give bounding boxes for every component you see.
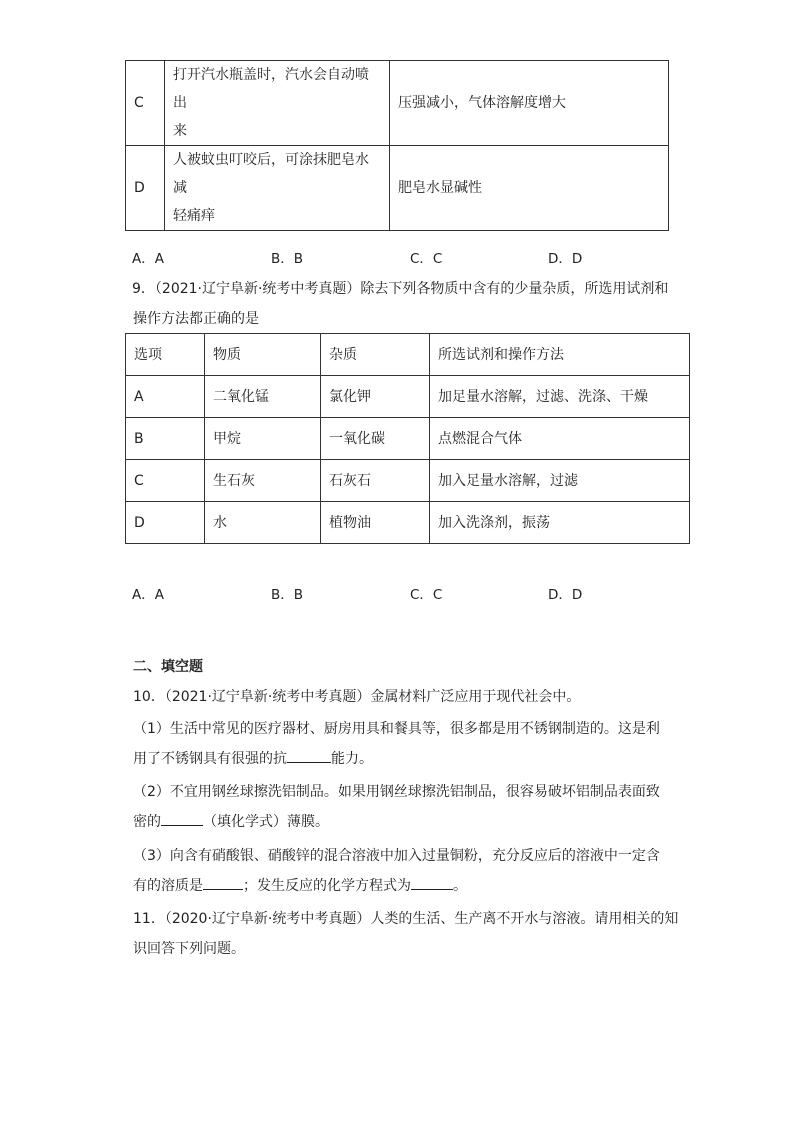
q9-stem-line2: 操作方法都正确的是 — [133, 311, 259, 327]
q11-line2: 识回答下列问题。 — [133, 941, 245, 957]
q8-table — [125, 60, 669, 231]
phenomenon-cell: 人被蚊虫叮咬后，可涂抹肥皂水减 轻痛痒 — [165, 146, 390, 231]
option-b: B．B — [271, 251, 304, 267]
answer-blank[interactable] — [161, 811, 203, 826]
header-cell: 所选试剂和操作方法 — [430, 334, 690, 376]
answer-blank[interactable] — [411, 875, 453, 890]
cell: C — [126, 460, 205, 502]
option-b: B．B — [271, 587, 304, 603]
explanation-cell: 压强减小，气体溶解度增大 — [390, 61, 669, 146]
table-row — [126, 502, 690, 544]
answer-blank[interactable] — [287, 748, 331, 763]
table-row — [126, 376, 690, 418]
explanation-cell: 肥皂水显碱性 — [390, 146, 669, 231]
cell: 加入足量水溶解，过滤 — [430, 460, 690, 502]
cell: 氯化钾 — [321, 376, 430, 418]
cell: 石灰石 — [321, 460, 430, 502]
cell: 生石灰 — [205, 460, 321, 502]
option-cell: D — [126, 146, 165, 231]
table-row — [126, 460, 690, 502]
option-d: D．D — [548, 251, 583, 267]
cell: 点燃混合气体 — [430, 418, 690, 460]
answer-blank[interactable] — [203, 875, 243, 890]
q9-stem-line1: 9．（2021·辽宁阜新·统考中考真题）除去下列各物质中含有的少量杂质，所选用试剂和 — [132, 281, 669, 297]
q11-line1: 11．（2020·辽宁阜新·统考中考真题）人类的生活、生产离不开水与溶液。请用相关的知 — [133, 911, 679, 927]
cell: 甲烷 — [205, 418, 321, 460]
cell: 植物油 — [321, 502, 430, 544]
cell: 二氧化锰 — [205, 376, 321, 418]
phenomenon-cell: 打开汽水瓶盖时，汽水会自动喷出 来 — [165, 61, 390, 146]
table-row — [126, 418, 690, 460]
q10-part3-line2: 有的溶质是 ；发生反应的化学方程式为 。 — [133, 875, 673, 895]
option-a: A．A — [132, 251, 164, 267]
option-c: C．C — [410, 251, 443, 267]
cell: 加足量水溶解，过滤、洗涤、干燥 — [430, 376, 690, 418]
q10-part1-line2: 用了不锈钢具有很强的抗 能力。 — [133, 748, 673, 768]
table-row — [126, 61, 669, 146]
q9-table — [125, 333, 690, 544]
cell: 水 — [205, 502, 321, 544]
header-cell: 选项 — [126, 334, 205, 376]
header-cell: 物质 — [205, 334, 321, 376]
cell: 一氧化碳 — [321, 418, 430, 460]
q10-stem: 10．（2021·辽宁阜新·统考中考真题）金属材料广泛应用于现代社会中。 — [133, 689, 581, 705]
cell: B — [126, 418, 205, 460]
header-cell: 杂质 — [321, 334, 430, 376]
option-c: C．C — [410, 587, 443, 603]
q10-part2-line2: 密的 （填化学式）薄膜。 — [133, 811, 673, 831]
q10-part3-line1: （3）向含有硝酸银、硝酸锌的混合溶液中加入过量铜粉，充分反应后的溶液中一定含 — [133, 848, 660, 864]
option-a: A．A — [132, 587, 164, 603]
option-d: D．D — [548, 587, 583, 603]
q10-part2-line1: （2）不宜用钢丝球擦洗铝制品。如果用钢丝球擦洗铝制品，很容易破坏铝制品表面致 — [133, 784, 660, 800]
table-row — [126, 146, 669, 231]
q9-options — [132, 583, 652, 603]
table-header-row — [126, 334, 690, 376]
option-cell: C — [126, 61, 165, 146]
cell: A — [126, 376, 205, 418]
section-title: 二、填空题 — [133, 659, 203, 675]
cell: 加入洗涤剂，振荡 — [430, 502, 690, 544]
q8-options — [132, 247, 652, 267]
cell: D — [126, 502, 205, 544]
q10-part1-line1: （1）生活中常见的医疗器材、厨房用具和餐具等，很多都是用不锈钢制造的。这是利 — [133, 721, 660, 737]
